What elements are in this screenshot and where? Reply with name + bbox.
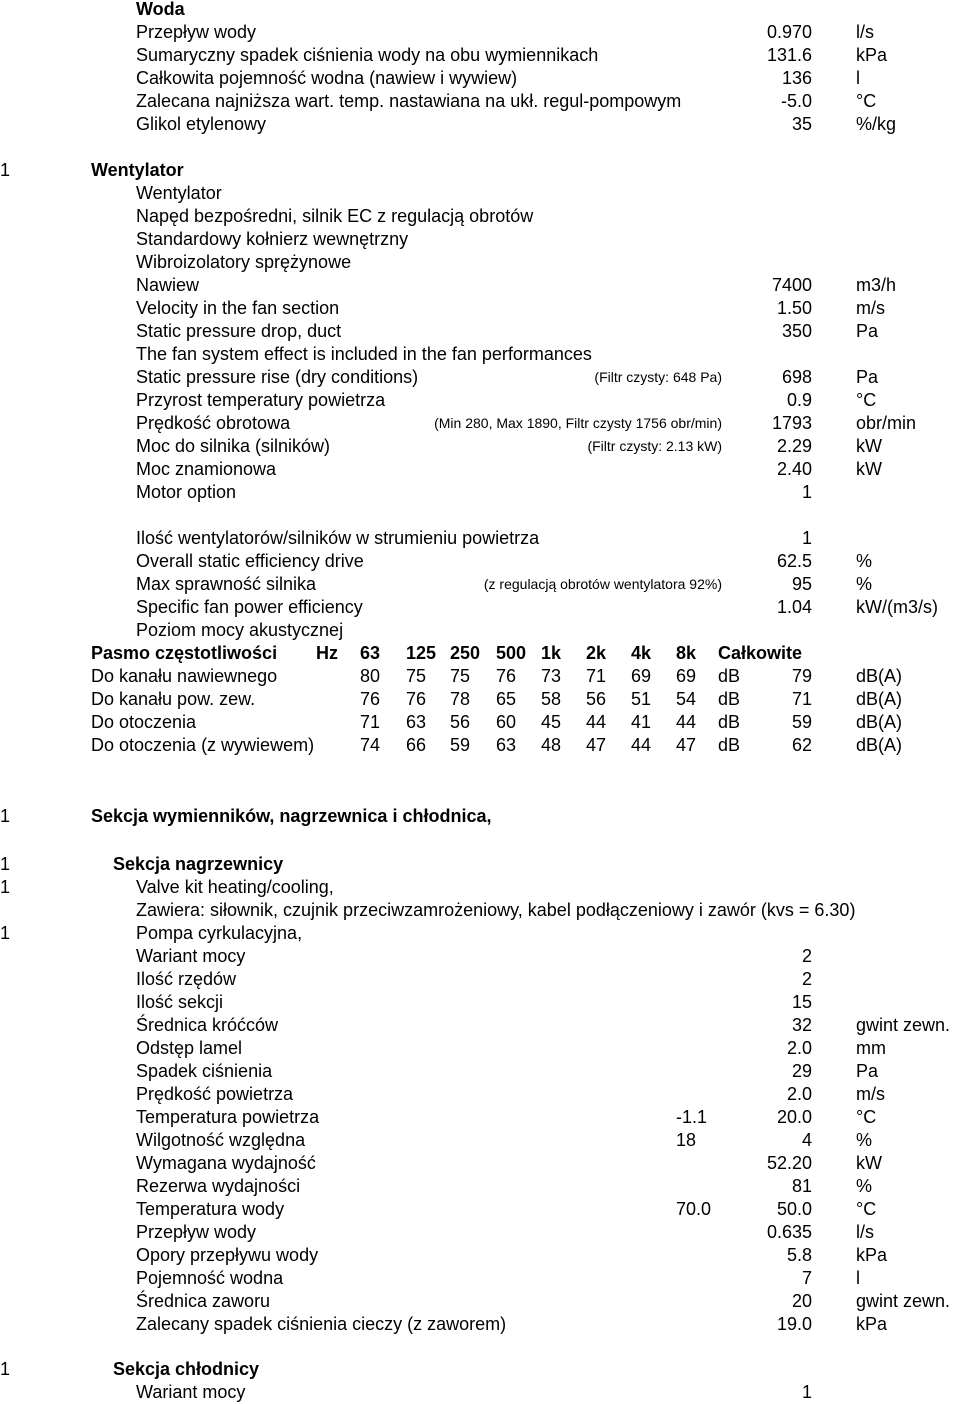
row-value: 7400 [771,275,812,295]
band-value: 58 [541,689,562,709]
desc-text: Wibroizolatory sprężynowe [136,252,352,272]
qty-number: 1 [0,160,11,180]
fan-row [0,596,960,619]
header-label: Pasmo częstotliwości [91,643,278,663]
desc-text: Standardowy kołnierz wewnętrzny [136,229,409,249]
row-note: (Filtr czysty: 648 Pa) [594,369,722,385]
row-label: Temperatura wody [136,1199,285,1219]
desc-text: Wentylator [136,183,222,203]
heater-row [0,1313,960,1336]
row-label: Do otoczenia (z wywiewem) [91,735,315,755]
fan-row [0,274,960,297]
row-label: Przyrost temperatury powietrza [136,390,386,410]
header-hz: Hz [316,643,338,663]
row-unit: kW [856,459,882,479]
row-label: Pojemność wodna [136,1268,284,1288]
row-label: Glikol etylenowy [136,114,267,134]
row-unit: m/s [856,298,885,318]
heater-row [0,1014,960,1037]
band-value: 54 [676,689,697,709]
row-value: 1 [801,1382,812,1402]
row-value: 2.0 [786,1084,812,1104]
band-value: 71 [360,712,381,732]
band-value: 59 [450,735,471,755]
fan-row [0,343,960,366]
row-label: Temperatura powietrza [136,1107,320,1127]
row-label: Wariant mocy [136,1382,246,1402]
heater-row [0,1037,960,1060]
header-band: 500 [496,643,527,663]
fan-row [0,320,960,343]
band-value: 69 [676,666,697,686]
row-value: 1.50 [776,298,812,318]
band-value: 41 [631,712,652,732]
row-unit: gwint zewn. [856,1015,951,1035]
row-value-in: 18 [676,1130,697,1150]
row-value: 50.0 [776,1199,812,1219]
row-unit: kW/(m3/s) [856,597,938,617]
row-label: Ilość rzędów [136,969,237,989]
row-value: 0.970 [766,22,812,42]
row-label: Całkowita pojemność wodna (nawiew i wywiew) [136,68,518,88]
row-label: Moc do silnika (silników) [136,436,331,456]
band-value: 65 [496,689,517,709]
row-label: Odstęp lamel [136,1038,243,1058]
row-label: Średnica króćców [136,1015,279,1035]
band-value: 71 [586,666,607,686]
row-label: Poziom mocy akustycznej [136,620,344,640]
header-band: 2k [586,643,607,663]
row-unit: dB(A) [856,735,903,755]
row-unit: % [856,1130,873,1150]
band-value: 47 [676,735,697,755]
desc-text: Napęd bezpośredni, silnik EC z regulacją obrotów [136,206,534,226]
fan-desc-line [0,228,960,251]
heater-row [0,1244,960,1267]
row-unit: kPa [856,1314,888,1334]
header-band: 8k [676,643,697,663]
row-label: Overall static efficiency drive [136,551,364,571]
section-title: Wentylator [91,160,184,180]
row-unit: Pa [856,321,879,341]
band-value: 48 [541,735,562,755]
heater-row [0,1060,960,1083]
pump-line [0,922,960,945]
water-title [0,0,960,21]
row-value: 32 [791,1015,812,1035]
db-unit: dB [718,735,741,755]
row-label: Ilość wentylatorów/silników w strumieniu powietrza [136,528,540,548]
row-unit: obr/min [856,413,917,433]
row-unit: mm [856,1038,886,1058]
total-value: 79 [791,666,812,686]
band-value: 44 [631,735,652,755]
band-value: 75 [406,666,427,686]
header-total: Całkowite [718,643,803,663]
row-label: Do otoczenia [91,712,197,732]
fan-row [0,573,960,596]
sound-row [0,734,960,757]
heater-title [0,853,960,876]
row-label: Wilgotność względna [136,1130,306,1150]
heater-row [0,1106,960,1129]
row-label: Do kanału nawiewnego [91,666,278,686]
row-label: Wariant mocy [136,946,246,966]
heater-row [0,1198,960,1221]
row-label: Ilość sekcji [136,992,224,1012]
row-label: Prędkość powietrza [136,1084,294,1104]
header-band: 63 [360,643,381,663]
row-value: 15 [791,992,812,1012]
row-unit: dB(A) [856,689,903,709]
fan-row [0,481,960,504]
row-unit: °C [856,1107,877,1127]
row-unit: % [856,551,873,571]
row-value: 131.6 [766,45,812,65]
row-unit: m3/h [856,275,897,295]
row-label: Static pressure drop, duct [136,321,342,341]
band-value: 76 [406,689,427,709]
header-band: 1k [541,643,562,663]
water-row [0,113,960,136]
item-text: Pompa cyrkulacyjna, [136,923,303,943]
row-value: 2.29 [776,436,812,456]
water-row [0,67,960,90]
row-unit: l/s [856,22,874,42]
row-value-in: 70.0 [676,1199,712,1219]
band-value: 66 [406,735,427,755]
heater-row [0,1129,960,1152]
fan-row [0,412,960,435]
row-note: (z regulacją obrotów wentylatora 92%) [483,576,722,592]
section-title: Sekcja wymienników, nagrzewnica i chłodnica, [91,806,492,826]
row-unit: l/s [856,1222,874,1242]
row-unit: Pa [856,1061,879,1081]
row-value: 350 [781,321,812,341]
row-label: Przepływ wody [136,1222,257,1242]
band-value: 75 [450,666,471,686]
band-value: 63 [406,712,427,732]
row-value: 35 [791,114,812,134]
exchangers-title [0,805,960,828]
db-unit: dB [718,689,741,709]
section-title: Sekcja chłodnicy [113,1359,260,1379]
row-value: 4 [801,1130,812,1150]
row-value: 62.5 [776,551,812,571]
row-value: 20 [791,1291,812,1311]
row-value: 2 [801,946,812,966]
band-value: 44 [676,712,697,732]
heater-row [0,991,960,1014]
row-value: 1 [801,528,812,548]
row-note: (Filtr czysty: 2.13 kW) [587,438,722,454]
fan-desc-line [0,251,960,274]
band-value: 47 [586,735,607,755]
heater-row [0,1290,960,1313]
row-value: 2.40 [776,459,812,479]
row-value: 81 [791,1176,812,1196]
row-label: The fan system effect is included in the fan performances [136,344,592,364]
fan-row [0,389,960,412]
band-value: 44 [586,712,607,732]
row-unit: dB(A) [856,712,903,732]
row-value: 0.9 [786,390,812,410]
fan-row [0,297,960,320]
band-value: 69 [631,666,652,686]
section-title: Woda [136,0,185,19]
row-label: Zalecany spadek ciśnienia cieczy (z zaworem) [136,1314,507,1334]
row-note: (Min 280, Max 1890, Filtr czysty 1756 obr/min) [434,415,722,431]
desc-text: Zawiera: siłownik, czujnik przeciwzamrożeniowy, kabel podłączeniowy i zawór (kvs = 6.30) [136,900,856,920]
db-unit: dB [718,712,741,732]
row-label: Spadek ciśnienia [136,1061,273,1081]
row-unit: %/kg [856,114,897,134]
row-value: 52.20 [766,1153,812,1173]
heater-row [0,945,960,968]
row-unit: °C [856,91,877,111]
row-unit: Pa [856,367,879,387]
row-unit: l [856,68,860,88]
valve-line [0,876,960,899]
qty-number: 1 [0,877,11,897]
row-value: -5.0 [780,91,812,111]
band-value: 51 [631,689,652,709]
row-value-in: -1.1 [676,1107,708,1127]
row-label: Specific fan power efficiency [136,597,363,617]
fan-row [0,435,960,458]
sound-header [0,642,960,665]
row-unit: dB(A) [856,666,903,686]
band-value: 80 [360,666,381,686]
heater-row [0,1175,960,1198]
row-label: Średnica zaworu [136,1291,271,1311]
fan-title [0,159,960,182]
section-title: Sekcja nagrzewnicy [113,854,284,874]
header-band: 125 [406,643,437,663]
band-value: 60 [496,712,517,732]
row-label: Zalecana najniższa wart. temp. nastawiana na ukł. regul-pompowym [136,91,682,111]
heater-row [0,968,960,991]
row-value: 0.635 [766,1222,812,1242]
row-unit: % [856,574,873,594]
row-unit: °C [856,390,877,410]
water-row [0,21,960,44]
heater-row [0,1221,960,1244]
band-value: 63 [496,735,517,755]
fan-row [0,527,960,550]
row-unit: gwint zewn. [856,1291,951,1311]
header-band: 250 [450,643,481,663]
row-unit: °C [856,1199,877,1219]
db-unit: dB [718,666,741,686]
row-label: Nawiew [136,275,200,295]
row-unit: kPa [856,45,888,65]
item-text: Valve kit heating/cooling, [136,877,334,897]
row-value: 1.04 [776,597,812,617]
row-value: 20.0 [776,1107,812,1127]
fan-desc-line [0,182,960,205]
row-label: Static pressure rise (dry conditions) [136,367,419,387]
row-value: 29 [791,1061,812,1081]
band-value: 74 [360,735,381,755]
fan-row [0,619,960,642]
band-value: 76 [360,689,381,709]
row-value: 95 [791,574,812,594]
fan-row [0,458,960,481]
row-label: Moc znamionowa [136,459,277,479]
row-label: Motor option [136,482,237,502]
band-value: 78 [450,689,471,709]
cooler-row [0,1381,960,1404]
row-value: 5.8 [786,1245,812,1265]
row-unit: kW [856,1153,882,1173]
row-value: 19.0 [776,1314,812,1334]
row-unit: % [856,1176,873,1196]
heater-row [0,1152,960,1175]
row-label: Velocity in the fan section [136,298,340,318]
row-unit: l [856,1268,860,1288]
row-value: 1 [801,482,812,502]
row-value: 2 [801,969,812,989]
row-label: Max sprawność silnika [136,574,317,594]
row-value: 2.0 [786,1038,812,1058]
band-value: 45 [541,712,562,732]
sound-row [0,665,960,688]
row-value: 136 [781,68,812,88]
row-unit: kW [856,436,882,456]
water-row [0,90,960,113]
row-value: 698 [781,367,812,387]
row-value: 7 [801,1268,812,1288]
water-row [0,44,960,67]
row-label: Do kanału pow. zew. [91,689,256,709]
row-label: Przepływ wody [136,22,257,42]
band-value: 56 [586,689,607,709]
band-value: 56 [450,712,471,732]
total-value: 59 [791,712,812,732]
row-value: 1793 [771,413,812,433]
qty-number: 1 [0,923,11,943]
band-value: 73 [541,666,562,686]
total-value: 71 [791,689,812,709]
row-label: Sumaryczny spadek ciśnienia wody na obu wymiennikach [136,45,599,65]
valve-desc [0,899,960,922]
sound-row [0,688,960,711]
band-value: 76 [496,666,517,686]
heater-row [0,1267,960,1290]
fan-row [0,550,960,573]
row-label: Wymagana wydajność [136,1153,316,1173]
row-label: Rezerwa wydajności [136,1176,301,1196]
fan-row [0,366,960,389]
qty-number: 1 [0,806,11,826]
cooler-title [0,1358,960,1381]
header-band: 4k [631,643,652,663]
row-unit: kPa [856,1245,888,1265]
total-value: 62 [791,735,812,755]
row-unit: m/s [856,1084,885,1104]
sound-row [0,711,960,734]
row-label: Opory przepływu wody [136,1245,319,1265]
fan-desc-line [0,205,960,228]
qty-number: 1 [0,854,11,874]
heater-row [0,1083,960,1106]
qty-number: 1 [0,1359,11,1379]
row-label: Prędkość obrotowa [136,413,291,433]
